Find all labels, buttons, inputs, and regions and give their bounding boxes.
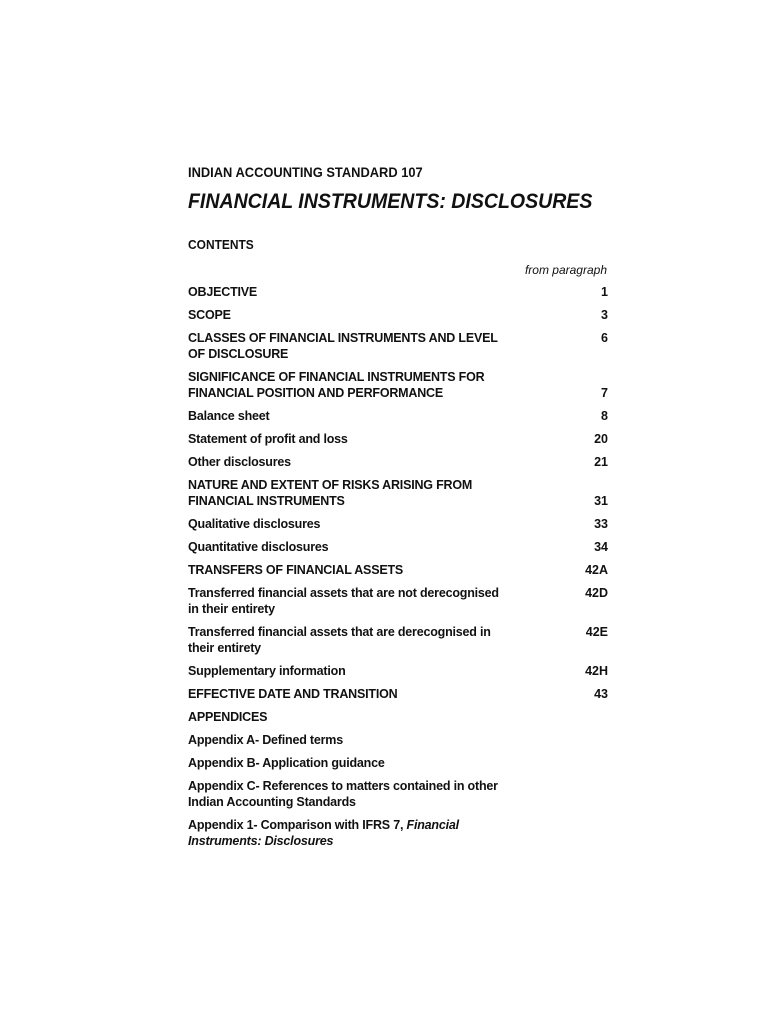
toc-paragraph-number: 43 <box>594 687 608 701</box>
contents-heading: CONTENTS <box>188 237 254 252</box>
toc-row-transfers <box>188 562 608 578</box>
toc-label: TRANSFERS OF FINANCIAL ASSETS <box>188 563 404 577</box>
toc-paragraph-number: 33 <box>594 517 608 531</box>
toc-row-quantitative <box>188 539 608 555</box>
toc-label: Qualitative disclosures <box>188 517 321 531</box>
toc-row-appendix-a <box>188 732 608 748</box>
toc-label: APPENDICES <box>188 710 268 724</box>
toc-paragraph-number: 42A <box>585 563 608 577</box>
document-page <box>188 163 608 856</box>
toc-paragraph-number: 42E <box>585 625 608 639</box>
toc-label: Appendix B- Application guidance <box>188 756 385 770</box>
toc-label: SCOPE <box>188 308 231 322</box>
toc-row-profit-loss <box>188 431 608 447</box>
toc-label: Other disclosures <box>188 455 291 469</box>
toc-label: NATURE AND EXTENT OF RISKS ARISING FROM FINANCIAL INSTRUMENTS <box>188 478 473 508</box>
toc-label: Supplementary information <box>188 664 346 678</box>
toc-row-balance-sheet <box>188 408 608 424</box>
standard-label: INDIAN ACCOUNTING STANDARD 107 <box>188 164 423 180</box>
toc-paragraph-number: 31 <box>594 494 608 508</box>
toc-row-supplementary <box>188 663 608 679</box>
toc-row-appendices <box>188 709 608 725</box>
toc-paragraph-number: 8 <box>601 409 608 423</box>
toc-paragraph-number: 42H <box>585 664 608 678</box>
toc-label-prefix: Appendix 1- Comparison with IFRS 7, <box>188 818 407 832</box>
toc-label: Appendix C- References to matters contained in other Indian Accounting Standards <box>188 779 498 809</box>
toc-paragraph-number: 7 <box>601 386 608 400</box>
toc-row-appendix-1 <box>188 817 608 849</box>
toc-row-classes <box>188 330 608 362</box>
toc-paragraph-number: 21 <box>594 455 608 469</box>
toc-label: EFFECTIVE DATE AND TRANSITION <box>188 687 398 701</box>
toc-paragraph-number: 42D <box>585 586 608 600</box>
toc-label: Transferred financial assets that are derecognised in their entirety <box>188 625 491 655</box>
toc-row-not-derecognised <box>188 585 608 617</box>
toc-label: CLASSES OF FINANCIAL INSTRUMENTS AND LEVEL OF DISCLOSURE <box>188 331 498 361</box>
from-paragraph-label: from paragraph <box>524 263 607 277</box>
toc-row-qualitative <box>188 516 608 532</box>
toc-row-appendix-b <box>188 755 608 771</box>
toc-paragraph-number: 1 <box>601 285 608 299</box>
toc-row-nature-risks <box>188 477 608 509</box>
toc-label: Balance sheet <box>188 409 270 423</box>
toc-label: Statement of profit and loss <box>188 432 348 446</box>
toc-row-effective-date <box>188 686 608 702</box>
toc-label: Quantitative disclosures <box>188 540 329 554</box>
toc-row-derecognised <box>188 624 608 656</box>
table-of-contents <box>188 284 608 849</box>
toc-row-appendix-c <box>188 778 608 810</box>
toc-paragraph-number: 3 <box>601 308 608 322</box>
document-title: FINANCIAL INSTRUMENTS: DISCLOSURES <box>188 190 593 213</box>
toc-label: Transferred financial assets that are not derecognised in their entirety <box>188 586 499 616</box>
toc-row-objective <box>188 284 608 300</box>
toc-paragraph-number: 6 <box>601 331 608 345</box>
toc-label: SIGNIFICANCE OF FINANCIAL INSTRUMENTS FOR FINANCIAL POSITION AND PERFORMANCE <box>188 370 485 400</box>
toc-paragraph-number: 20 <box>594 432 608 446</box>
toc-label-italic: Financial Instruments: Disclosures <box>188 818 459 848</box>
toc-label: Appendix A- Defined terms <box>188 733 343 747</box>
toc-paragraph-number: 34 <box>594 540 608 554</box>
toc-row-significance <box>188 369 608 401</box>
toc-row-scope <box>188 307 608 323</box>
toc-row-other-disclosures <box>188 454 608 470</box>
toc-label: OBJECTIVE <box>188 285 258 299</box>
toc-label <box>188 817 506 849</box>
